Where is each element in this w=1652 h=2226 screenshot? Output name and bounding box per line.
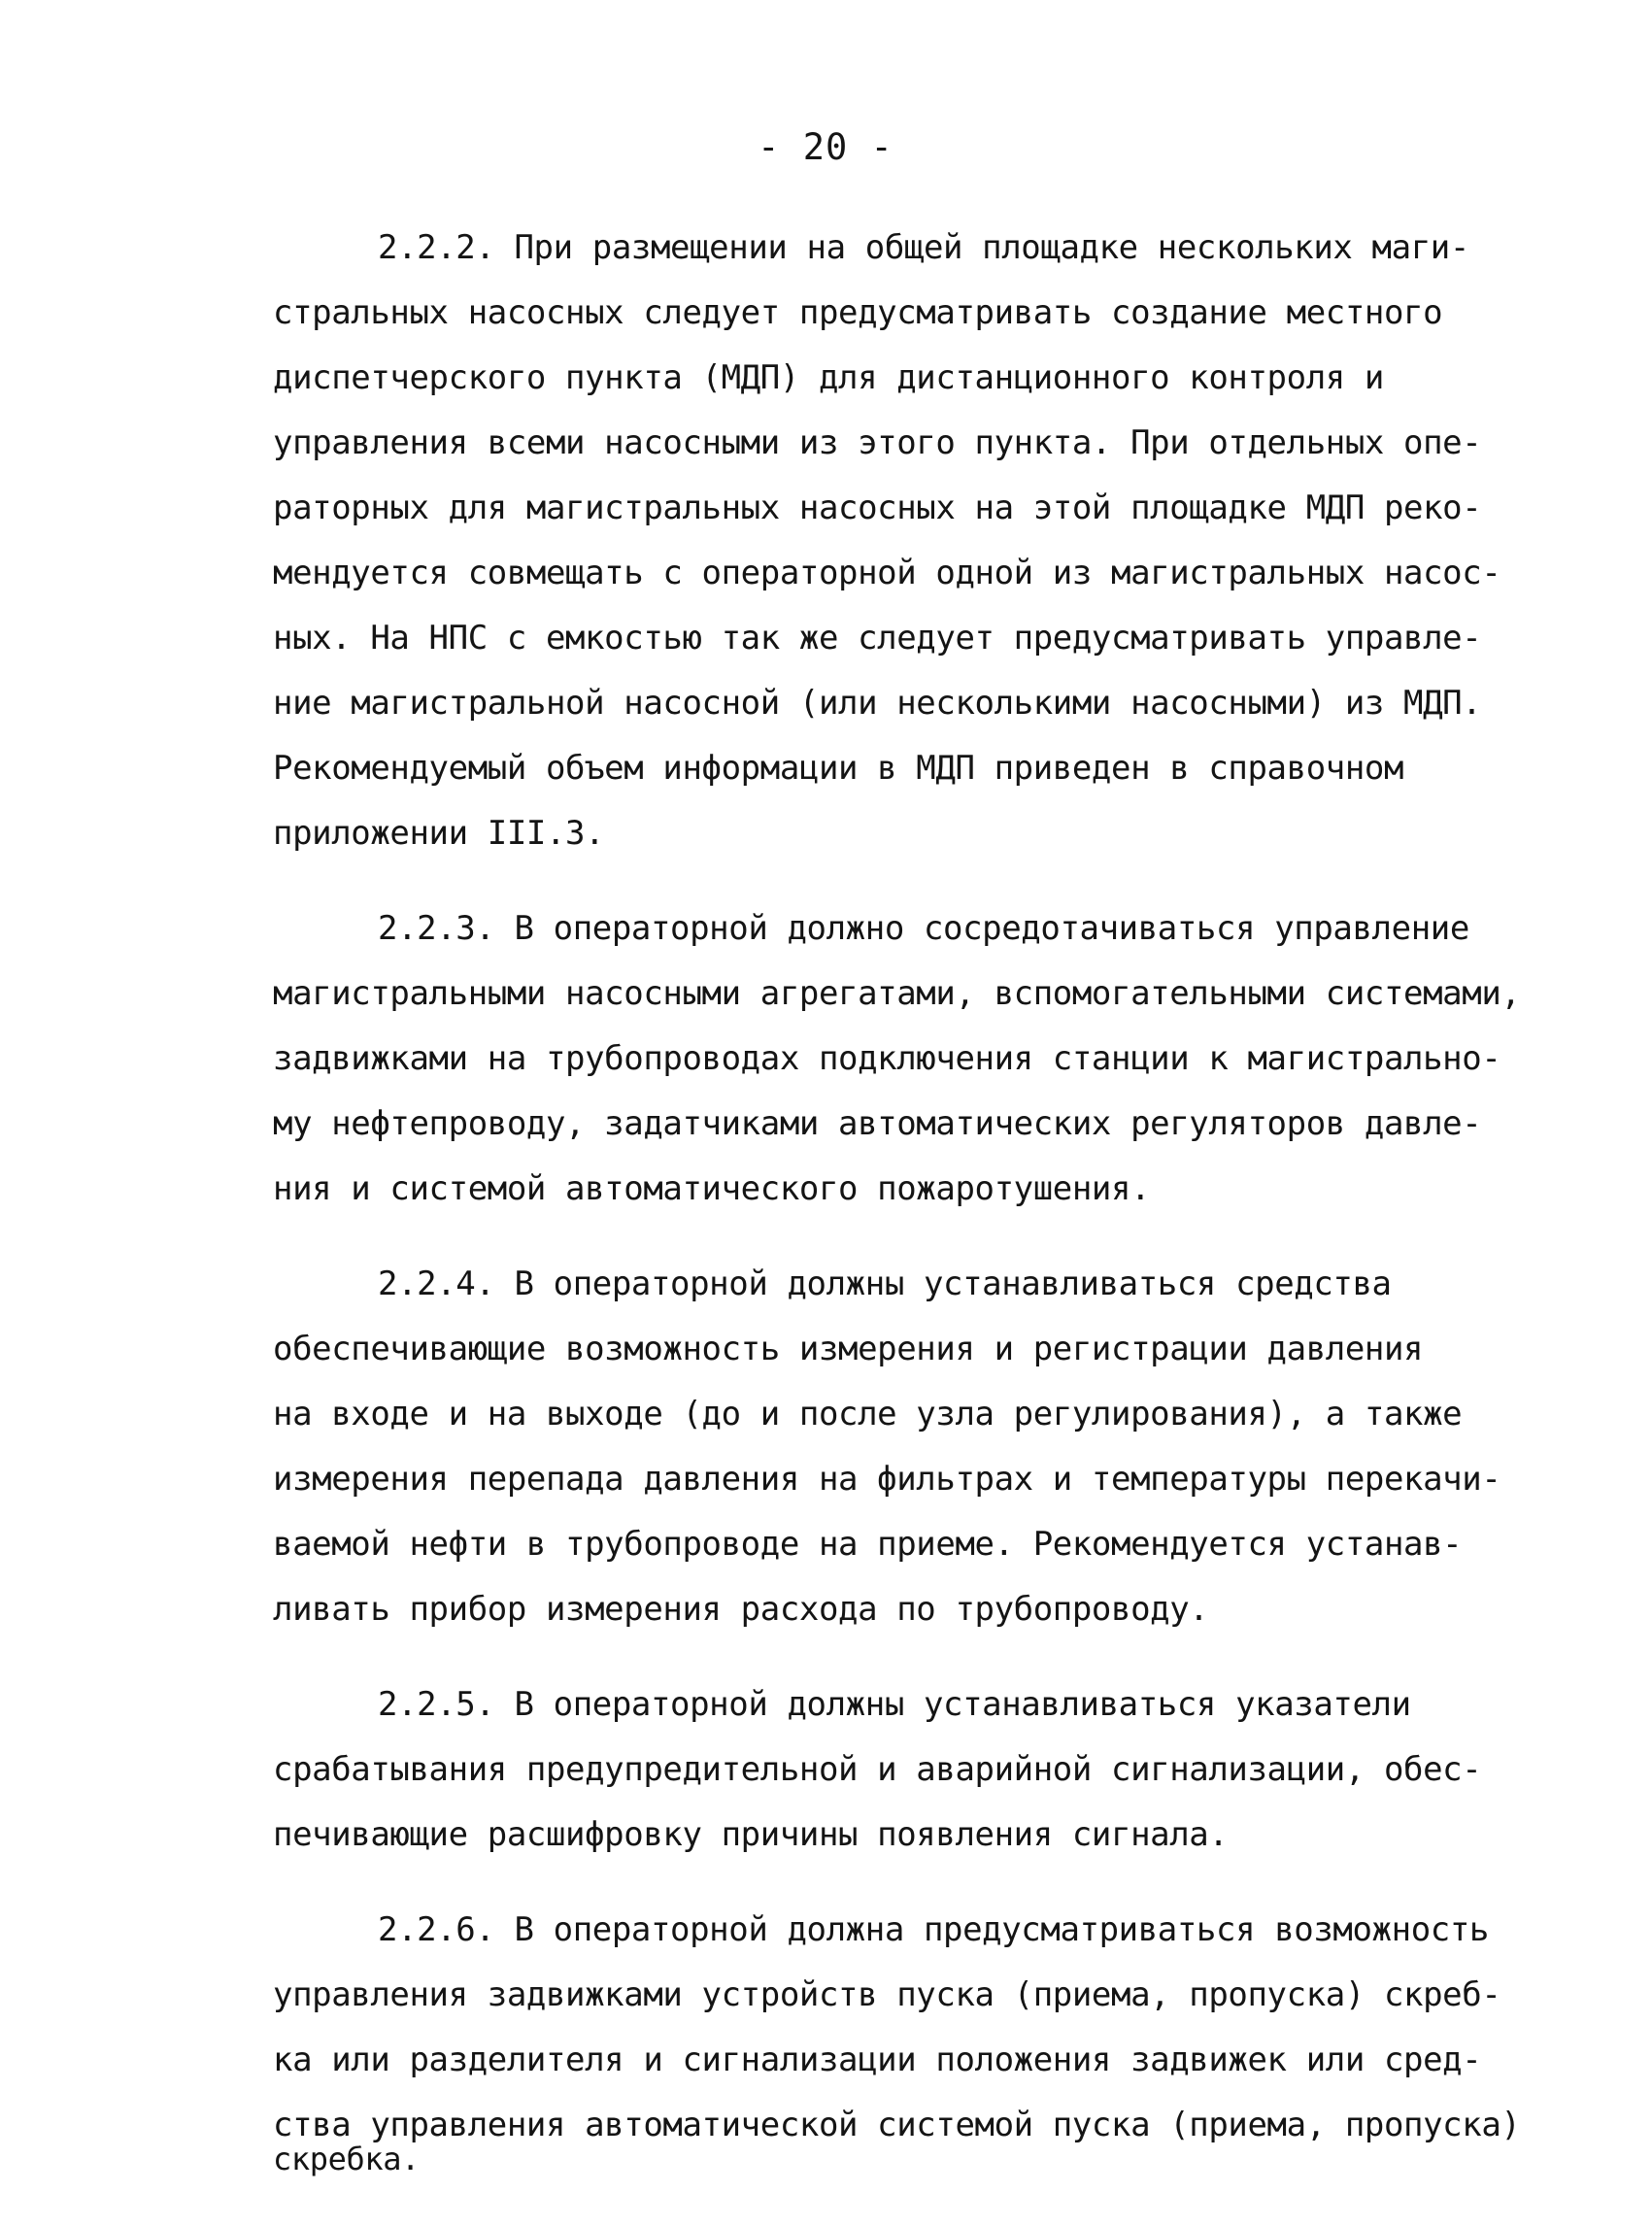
text-line: управления задвижками устройств пуска (приема, пропуска) скреб- <box>273 1975 1501 2014</box>
text-line: срабатывания предупредительной и аварийной сигнализации, обес- <box>273 1750 1482 1789</box>
text-line: стральных насосных следует предусматривать создание местного <box>273 293 1443 332</box>
text-line: ваемой нефти в трубопроводе на приеме. Рекомендуется устанав- <box>273 1525 1463 1564</box>
paragraph-2-2-5 <box>273 1672 1526 1868</box>
paragraph-2-2-6 <box>273 1898 1526 2177</box>
text-line: ства управления автоматической системой пуска (приема, пропуска) <box>273 2106 1521 2144</box>
text-line: печивающие расшифровку причины появления сигнала. <box>273 1815 1229 1854</box>
text-line: 2.2.5. В операторной должны устанавливаться указатели <box>378 1685 1411 1724</box>
paragraph-2-2-3 <box>273 896 1526 1222</box>
text-line: Рекомендуемый объем информации в МДП приведен в справочном <box>273 749 1404 788</box>
text-line: ливать прибор измерения расхода по трубопроводу. <box>273 1590 1209 1629</box>
text-line: приложении III.3. <box>273 814 605 853</box>
text-line: измерения перепада давления на фильтрах и температуры перекачи- <box>273 1460 1501 1499</box>
text-line: му нефтепроводу, задатчиками автоматических регуляторов давле- <box>273 1104 1482 1143</box>
text-line: ния и системой автоматического пожаротушения. <box>273 1169 1151 1208</box>
text-line: ние магистральной насосной (или несколькими насосными) из МДП. <box>273 684 1482 723</box>
paragraph-2-2-2 <box>273 216 1526 866</box>
page-number: - 20 - <box>758 126 893 168</box>
text-line: 2.2.3. В операторной должно сосредотачиваться управление <box>378 909 1469 948</box>
text-line: 2.2.4. В операторной должны устанавливаться средства <box>378 1265 1392 1303</box>
paragraph-2-2-4 <box>273 1252 1526 1642</box>
text-line: магистральными насосными агрегатами, вспомогательными системами, <box>273 974 1521 1013</box>
text-line: 2.2.6. В операторной должна предусматриваться возможность <box>378 1910 1489 1949</box>
text-line: 2.2.2. При размещении на общей площадке нескольких маги- <box>378 228 1469 267</box>
document-body <box>273 216 1526 2177</box>
text-line: мендуется совмещать с операторной одной из магистральных насос- <box>273 554 1501 592</box>
text-line: ных. На НПС с емкостью так же следует предусматривать управле- <box>273 619 1482 658</box>
text-line: диспетчерского пункта (МДП) для дистанционного контроля и <box>273 358 1384 397</box>
text-line: на входе и на выходе (до и после узла регулирования), а также <box>273 1395 1463 1433</box>
text-line: раторных для магистральных насосных на этой площадке МДП реко- <box>273 489 1482 527</box>
text-line: скребка. <box>273 2141 420 2177</box>
text-line: задвижками на трубопроводах подключения станции к магистрально- <box>273 1039 1501 1078</box>
text-line: ка или разделителя и сигнализации положения задвижек или сред- <box>273 2040 1482 2079</box>
text-line: обеспечивающие возможность измерения и регистрации давления <box>273 1330 1424 1368</box>
text-line: управления всеми насосными из этого пункта. При отдельных опе- <box>273 423 1482 462</box>
